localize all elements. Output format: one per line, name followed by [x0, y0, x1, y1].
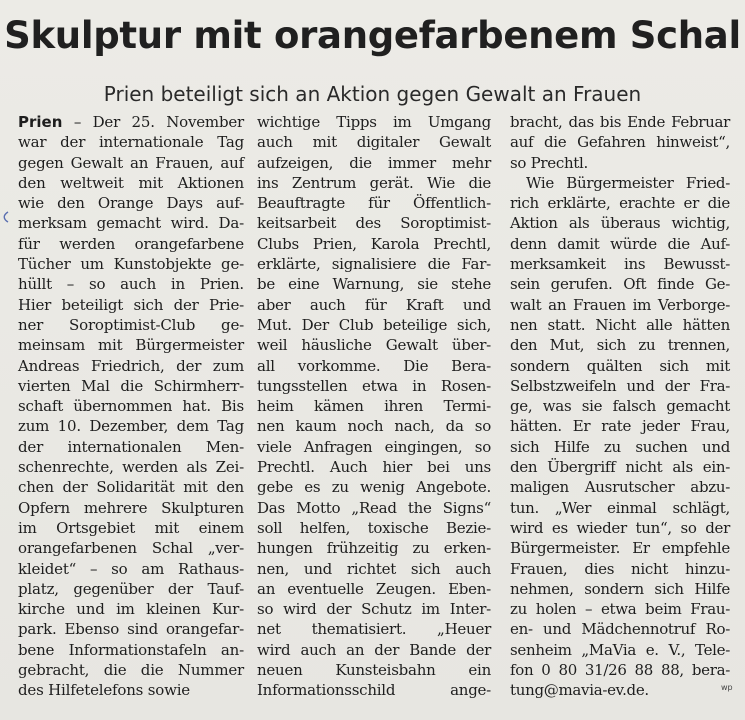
article-text-line: chen der Solidarität mit den	[18, 478, 244, 497]
article-text-line: nehmen, sondern sich Hilfe	[510, 579, 730, 598]
article-text-line: en- und Mädchennotruf Ro-	[510, 620, 730, 639]
article-text-line: fon 0 80 31/26 88 88, bera-	[510, 661, 730, 680]
article-column-3	[510, 112, 730, 701]
article-text-line: war der internationale Tag	[18, 133, 244, 152]
article-column-2	[257, 112, 491, 701]
article-text-line: Frauen, dies nicht hinzu-	[510, 559, 730, 578]
article-text-line: hüllt – so auch in Prien.	[18, 275, 244, 294]
article-text-line: zu holen – etwa beim Frau-	[510, 600, 730, 619]
article-text-line: gegen Gewalt an Frauen, auf	[18, 153, 244, 172]
article-text-line: soll helfen, toxische Bezie-	[257, 518, 491, 537]
article-text-line: rich erklärte, erachte er die	[510, 194, 730, 213]
article-text-line: Tücher um Kunstobjekte ge-	[18, 255, 244, 274]
article-text-line: tung@mavia-ev.de.	[510, 681, 649, 700]
article-text-line: Andreas Friedrich, der zum	[18, 356, 244, 375]
article-text-line: so Prechtl.	[510, 153, 588, 172]
article-text-line: aber auch für Kraft und	[257, 295, 491, 314]
article-text-line: orangefarbenen Schal „ver-	[18, 539, 244, 558]
article-text-line: zum 10. Dezember, dem Tag	[18, 417, 244, 436]
article-text-line: Beauftragte für Öffentlich-	[257, 194, 491, 213]
article-text-line: der internationalen Men-	[18, 437, 244, 456]
article-text-line: bracht, das bis Ende Februar	[510, 113, 730, 131]
article-text-line: wird auch an der Bande der	[257, 640, 491, 659]
article-text-line: sondern quälten sich mit	[510, 356, 730, 375]
article-text-line: merksamkeit ins Bewusst-	[510, 255, 730, 274]
article-text-line: Selbstzweifeln und der Fra-	[510, 376, 730, 395]
article-text-line: kirche und im kleinen Kur-	[18, 600, 244, 619]
article-text-line: gebracht, die die Nummer	[18, 661, 244, 680]
article-text-line: tungsstellen etwa in Rosen-	[257, 376, 491, 395]
article-text-line: den Übergriff nicht als ein-	[510, 458, 730, 477]
article-text-line: maligen Ausrutscher abzu-	[510, 478, 730, 497]
article-text-line: Das Motto „Read the Signs“	[257, 498, 491, 517]
article-text-fragment: – Der 25. November	[62, 113, 244, 131]
article-text-line: auf die Gefahren hinweist“,	[510, 133, 730, 152]
article-text-line: merksam gemacht wird. Da-	[18, 214, 244, 233]
article-text-line: wird es wieder tun“, so der	[510, 518, 730, 537]
article-text-line: Mut. Der Club beteilige sich,	[257, 315, 491, 334]
article-text-line: im Ortsgebiet mit einem	[18, 518, 244, 537]
scan-edge-mark	[2, 211, 10, 223]
article-text-line: Informationsschild ange-	[257, 681, 491, 700]
article-text-line	[18, 112, 244, 132]
article-text-line: bene Informationstafeln an-	[18, 640, 244, 659]
article-text-line: wie den Orange Days auf-	[18, 194, 244, 213]
article-text-line: nen kaum noch nach, da so	[257, 417, 491, 436]
article-text-line: aufzeigen, die immer mehr	[257, 153, 491, 172]
author-initials: wp	[721, 683, 733, 692]
article-text-line: ge, was sie falsch gemacht	[510, 397, 730, 416]
article-text-line: weil häusliche Gewalt über-	[257, 336, 491, 355]
article-text-line: neuen Kunsteisbahn ein	[257, 661, 491, 680]
article-text-line: so wird der Schutz im Inter-	[257, 600, 491, 619]
article-text-line: sein gerufen. Oft finde Ge-	[510, 275, 730, 294]
article-text-line: senheim „MaVia e. V., Tele-	[510, 640, 730, 659]
article-text-line: Wie Bürgermeister Fried-	[526, 173, 730, 192]
article-text-line: ner Soroptimist-Club ge-	[18, 315, 244, 334]
article-text-line: walt an Frauen im Verborge-	[510, 295, 730, 314]
article-text-line: ins Zentrum gerät. Wie die	[257, 173, 491, 192]
article-text-line: tun. „Wer einmal schlägt,	[510, 498, 730, 517]
article-dateline: Prien	[18, 113, 63, 131]
article-text-line: sich Hilfe zu suchen und	[510, 437, 730, 456]
article-headline: Skulptur mit orangefarbenem Schal	[4, 14, 741, 57]
article-text-line: Bürgermeister. Er empfehle	[510, 539, 730, 558]
article-text-line: all vorkomme. Die Bera-	[257, 356, 491, 375]
article-text-line: kleidet“ – so am Rathaus-	[18, 559, 244, 578]
article-text-line: für werden orangefarbene	[18, 234, 244, 253]
article-text-line: auch mit digitaler Gewalt	[257, 133, 491, 152]
article-text-line: net thematisiert. „Heuer	[257, 620, 491, 639]
article-text-line: den Mut, sich zu trennen,	[510, 336, 730, 355]
article-text-line: platz, gegenüber der Tauf-	[18, 579, 244, 598]
article-text-line: nen, und richtet sich auch	[257, 559, 491, 578]
article-text-line: park. Ebenso sind orangefar-	[18, 620, 244, 639]
article-subheadline: Prien beteiligt sich an Aktion gegen Gewalt an Frauen	[103, 82, 642, 106]
article-text-line: be eine Warnung, sie stehe	[257, 275, 491, 294]
article-text-line: Opfern mehrere Skulpturen	[18, 498, 244, 517]
article-text-line: Hier beteiligt sich der Prie-	[18, 295, 244, 314]
article-text-line: schenrechte, werden als Zei-	[18, 458, 244, 477]
article-column-1	[18, 112, 244, 701]
article-text-line: an eventuelle Zeugen. Eben-	[257, 579, 491, 598]
article-text-line: denn damit würde die Auf-	[510, 234, 730, 253]
article-text-line: wichtige Tipps im Umgang	[257, 113, 491, 131]
article-text-line: Aktion als überaus wichtig,	[510, 214, 730, 233]
article-text-line: meinsam mit Bürgermeister	[18, 336, 244, 355]
article-text-line: keitsarbeit des Soroptimist-	[257, 214, 491, 233]
article-text-line: gebe es zu wenig Angebote.	[257, 478, 491, 497]
article-text-line: den weltweit mit Aktionen	[18, 173, 244, 192]
article-text-line: vierten Mal die Schirmherr-	[18, 376, 244, 395]
article-text-line: Clubs Prien, Karola Prechtl,	[257, 234, 491, 253]
article-text-line: heim kämen ihren Termi-	[257, 397, 491, 416]
article-text-line: Prechtl. Auch hier bei uns	[257, 458, 491, 477]
article-text-line: hätten. Er rate jeder Frau,	[510, 417, 730, 436]
article-text-line: hungen frühzeitig zu erken-	[257, 539, 491, 558]
article-text-line: erklärte, signalisiere die Far-	[257, 255, 491, 274]
article-text-line: des Hilfetelefons sowie	[18, 681, 190, 700]
article-text-line: viele Anfragen eingingen, so	[257, 437, 491, 456]
article-text-line: schaft übernommen hat. Bis	[18, 397, 244, 416]
article-text-line: nen statt. Nicht alle hätten	[510, 315, 730, 334]
